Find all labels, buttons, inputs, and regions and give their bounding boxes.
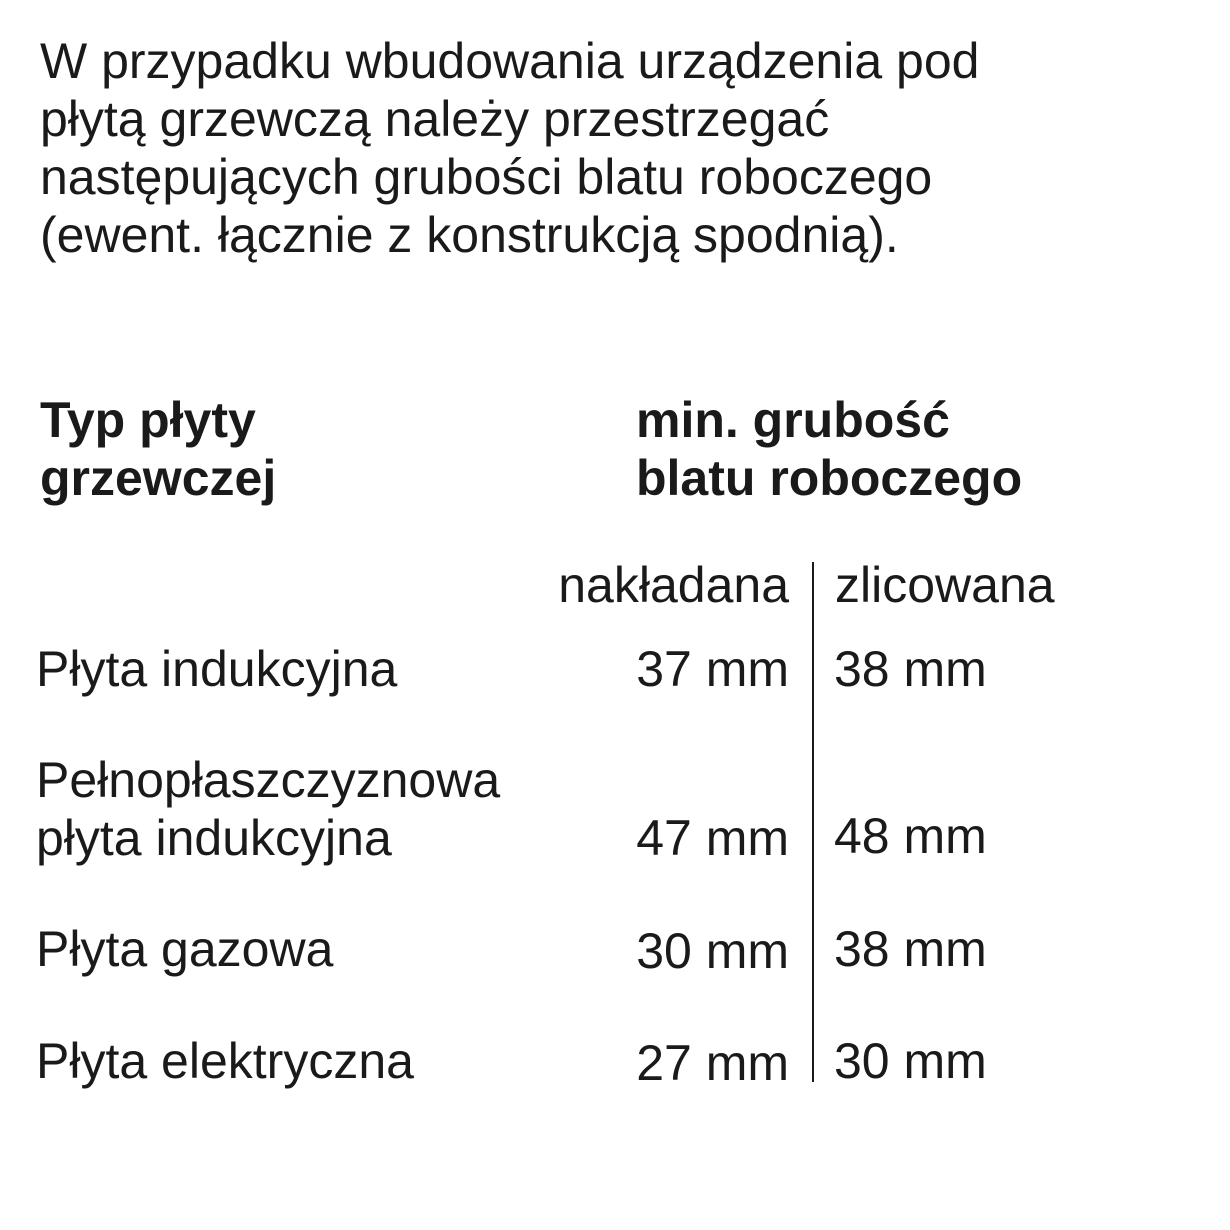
table-cell-flush: 30 mm <box>834 1033 987 1089</box>
header-hob-type-line: Typ płyty <box>40 392 256 448</box>
header-min-thickness-line: blatu roboczego <box>636 450 1023 506</box>
intro-line: następujących grubości blatu roboczego <box>40 149 933 205</box>
row-label-line: płyta indukcyjna <box>36 810 392 866</box>
table-row-label <box>36 751 500 867</box>
table-cell-overlay: 37 mm <box>636 641 789 697</box>
intro-line: (ewent. łącznie z konstrukcją spodnią). <box>40 207 899 263</box>
column-divider <box>812 562 814 1082</box>
table-row-label <box>36 920 333 978</box>
intro-line: W przypadku wbudowania urządzenia pod <box>40 33 980 89</box>
row-label-line: Płyta elektryczna <box>36 1033 414 1089</box>
table-cell-overlay: 30 mm <box>636 923 789 979</box>
row-label-line: Płyta indukcyjna <box>36 641 398 697</box>
subheader-flush: zlicowana <box>835 557 1055 613</box>
table-row-label <box>36 1032 414 1090</box>
intro-paragraph <box>40 32 1190 264</box>
header-hob-type <box>40 391 276 507</box>
table-cell-overlay: 27 mm <box>636 1035 789 1091</box>
table-cell-flush: 48 mm <box>834 808 987 864</box>
table-cell-overlay: 47 mm <box>636 810 789 866</box>
table-cell-flush: 38 mm <box>834 921 987 977</box>
header-min-thickness <box>636 391 1022 507</box>
row-label-line: Płyta gazowa <box>36 921 334 977</box>
header-min-thickness-line: min. grubość <box>636 392 950 448</box>
table-row-label <box>36 640 397 698</box>
subheader-overlay: nakładana <box>558 557 789 613</box>
header-hob-type-line: grzewczej <box>40 450 277 506</box>
row-label-line: Pełnopłaszczyznowa <box>36 752 501 808</box>
table-cell-flush: 38 mm <box>834 641 987 697</box>
intro-line: płytą grzewczą należy przestrzegać <box>40 91 830 147</box>
